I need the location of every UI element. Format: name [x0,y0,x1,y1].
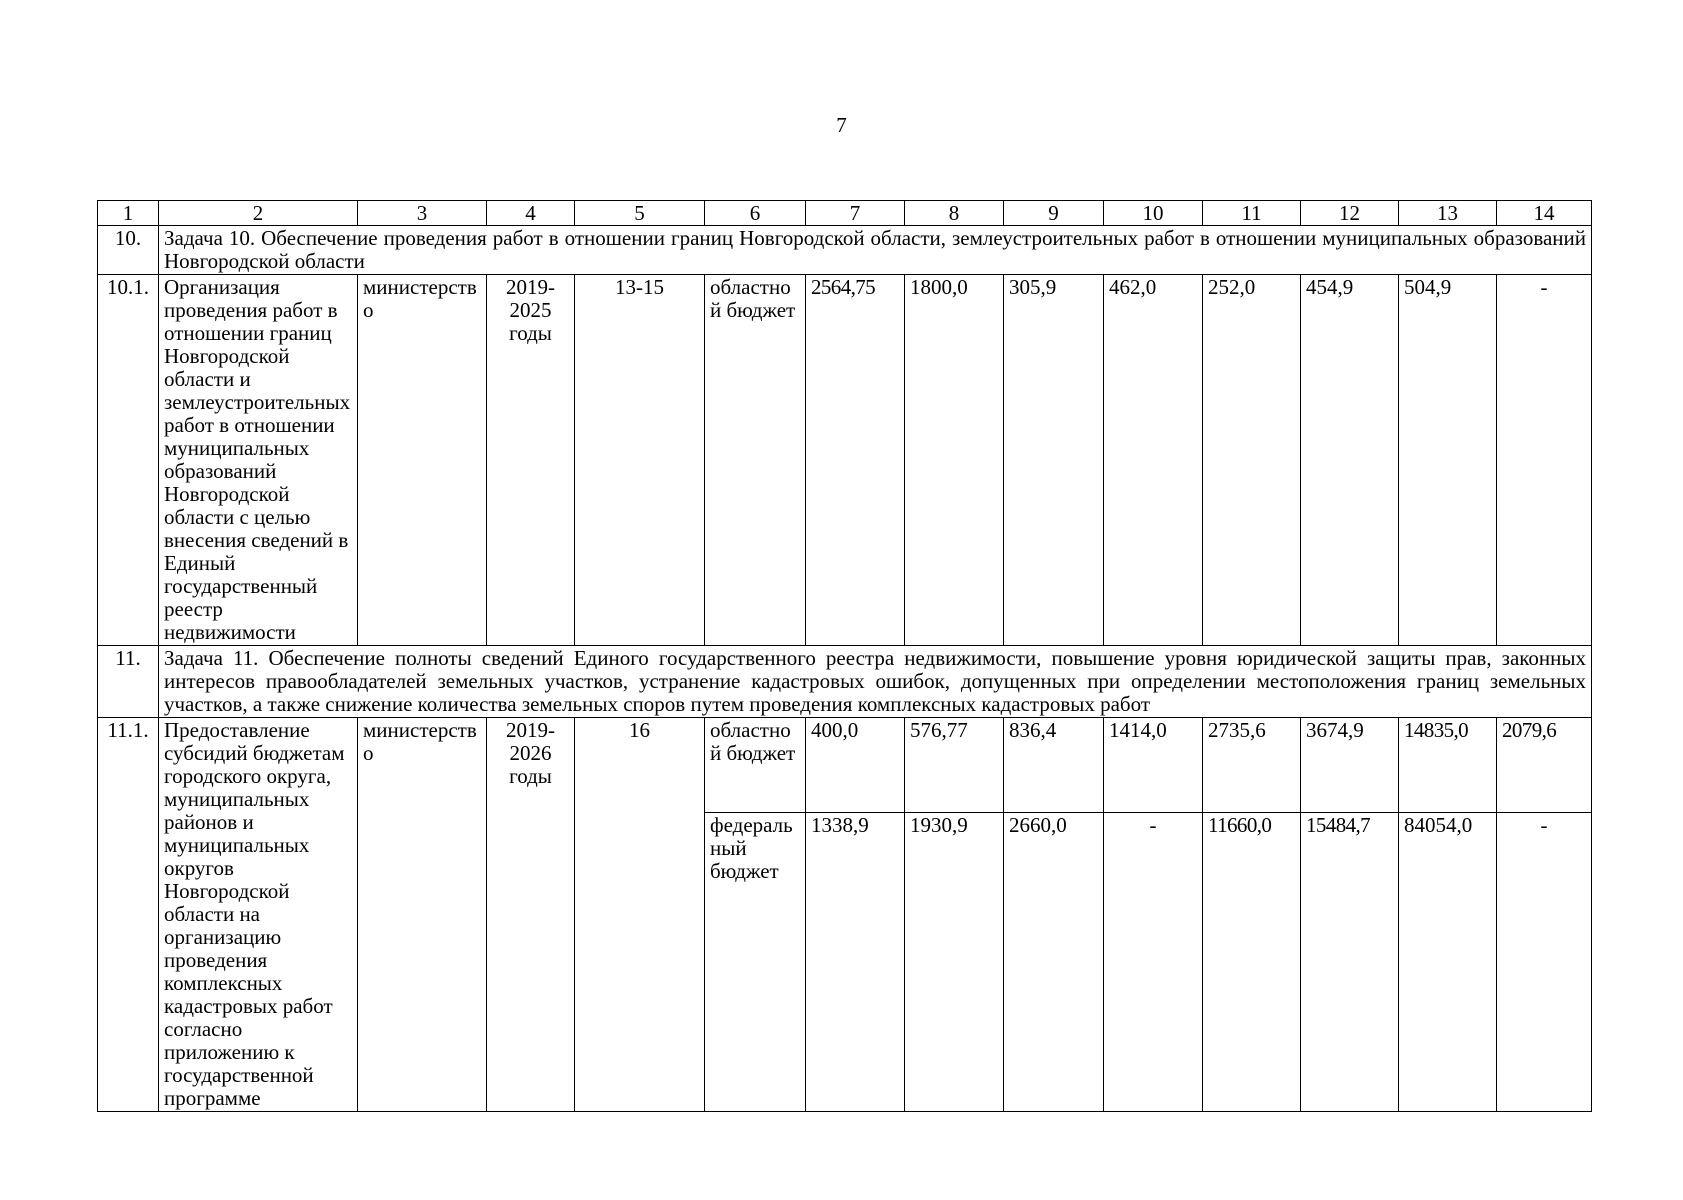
column-header: 11 [1203,201,1301,226]
activity-period: 2019-2025 годы [487,275,575,646]
column-header: 1 [98,201,159,226]
funding-value: 2660,0 [1004,813,1104,1112]
activity-executor: министерство [358,718,487,1112]
funding-source: областной бюджет [705,275,806,646]
funding-value: 11660,0 [1203,813,1301,1112]
funding-value: 84054,0 [1399,813,1497,1112]
task-number: 10. [98,226,159,275]
funding-value: - [1497,275,1592,646]
funding-value: - [1104,813,1203,1112]
funding-value: 462,0 [1104,275,1203,646]
funding-value: 1930,9 [905,813,1004,1112]
funding-value: 305,9 [1004,275,1104,646]
activity-row [98,718,1592,813]
funding-value: 1338,9 [806,813,905,1112]
task-row [98,646,1592,718]
funding-value: 2564,75 [806,275,905,646]
column-header: 8 [905,201,1004,226]
funding-value: 454,9 [1301,275,1399,646]
activity-number: 11.1. [98,718,159,1112]
funding-value: - [1497,813,1592,1112]
column-header: 9 [1004,201,1104,226]
column-header: 2 [159,201,358,226]
task-title: Задача 11. Обеспечение полноты сведений Единого государственного реестра недвижимости, повышение уровня юридической защиты прав, законных интересов правообладателей земельных участков, устранение кадастровых ошибок, допущенных при определении местоположения границ земельных участков, а также снижение количества земельных споров путем проведения комплексных кадастровых работ [159,646,1592,718]
column-header: 4 [487,201,575,226]
task-number: 11. [98,646,159,718]
funding-value: 3674,9 [1301,718,1399,813]
funding-value: 1800,0 [905,275,1004,646]
activity-period: 2019-2026 годы [487,718,575,1112]
funding-value: 836,4 [1004,718,1104,813]
activity-number: 10.1. [98,275,159,646]
column-header: 12 [1301,201,1399,226]
activity-row [98,275,1592,646]
funding-value: 400,0 [806,718,905,813]
task-title: Задача 10. Обеспечение проведения работ в отношении границ Новгородской области, землеустроительных работ в отношении муниципальных образований Новгородской области [159,226,1592,275]
funding-value: 2079,6 [1497,718,1592,813]
column-header: 3 [358,201,487,226]
task-row [98,226,1592,275]
funding-value: 14835,0 [1399,718,1497,813]
column-header: 10 [1104,201,1203,226]
funding-value: 576,77 [905,718,1004,813]
activity-name: Предоставление субсидий бюджетам городского округа, муниципальных районов и муниципальных округов Новгородской области на организацию проведения комплексных кадастровых работ согласно приложению к государственной программе [159,718,358,1112]
funding-source: федеральный бюджет [705,813,806,1112]
activity-indicators: 16 [575,718,705,1112]
activity-indicators: 13-15 [575,275,705,646]
funding-value: 252,0 [1203,275,1301,646]
funding-value: 504,9 [1399,275,1497,646]
activity-executor: министерство [358,275,487,646]
activity-name: Организация проведения работ в отношении границ Новгородской области и землеустроительных работ в отношении муниципальных образований Новгородской области с целью внесения сведений в Единый государственный реестр недвижимости [159,275,358,646]
page-number: 7 [836,113,847,137]
column-header: 6 [705,201,806,226]
funding-value: 1414,0 [1104,718,1203,813]
column-header: 14 [1497,201,1592,226]
funding-value: 15484,7 [1301,813,1399,1112]
funding-value: 2735,6 [1203,718,1301,813]
column-header: 5 [575,201,705,226]
program-activities-table [97,200,1592,1112]
funding-source: областной бюджет [705,718,806,813]
column-header: 13 [1399,201,1497,226]
column-header: 7 [806,201,905,226]
column-number-row [98,201,1592,226]
